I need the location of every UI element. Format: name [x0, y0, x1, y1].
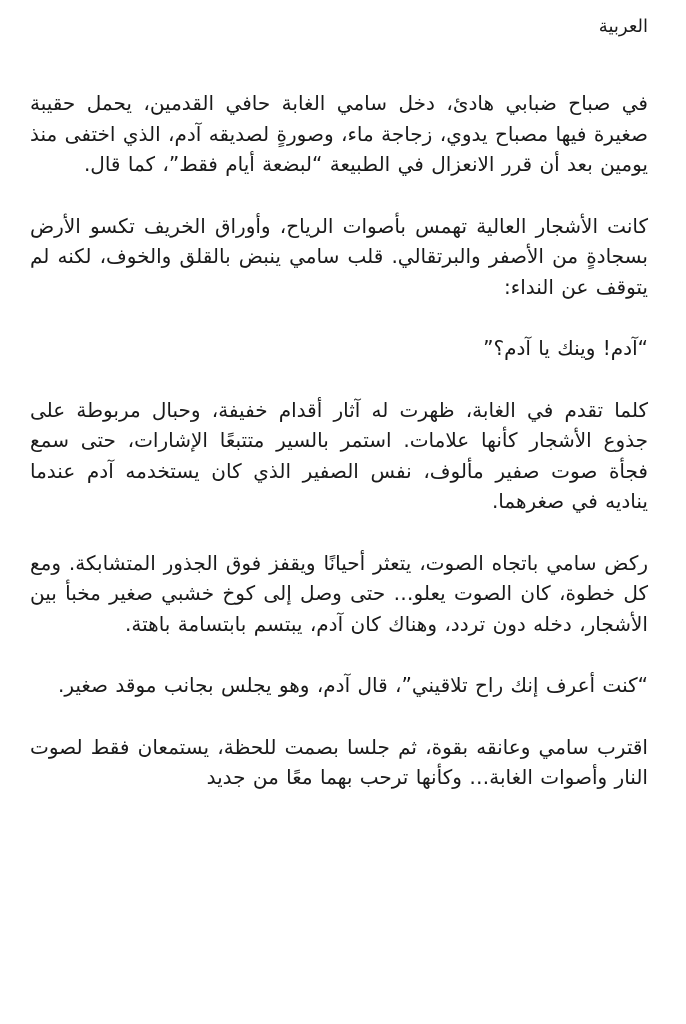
paragraph-7: اقترب سامي وعانقه بقوة، ثم جلسا بصمت للحظة، يستمعان فقط لصوت النار وأصوات الغابة… وكأنها ترحب بهما معًا من جديد: [30, 734, 648, 789]
paragraph-1: في صباح ضبابي هادئ، دخل سامي الغابة حافي القدمين، يحمل حقيبة صغيرة فيها مصباح يدوي، زجاجة ماء، وصورةٍ لصديقه آدم، الذي اختفى منذ يومين بعد أن قرر الانعزال في الطبيعة “لبضعة أيام فقط”، كما قال.: [30, 91, 648, 176]
paragraph-4: كلما تقدم في الغابة، ظهرت له آثار أقدام خفيفة، وحبال مربوطة على جذوع الأشجار كأنها علامات. استمر بالسير متتبعًا الإشارات، حتى سمع فجأة صوت صفير مألوف، نفس الصفير الذي كان يستخدمه آدم عندما يناديه في صغرهما.: [30, 397, 648, 513]
paragraph-3-dialogue: “آدم! وينك يا آدم؟”: [483, 336, 648, 360]
paragraph-6: “كنت أعرف إنك راح تلاقيني”، قال آدم، وهو يجلس بجانب موقد صغير.: [57, 673, 648, 697]
paragraph-5: ركض سامي باتجاه الصوت، يتعثر أحيانًا ويقفز فوق الجذور المتشابكة. ومع كل خطوة، كان الصوت يعلو… حتى وصل إلى كوخ خشبي صغير مخبأ بين الأشجار، دخله دون تردد، وهناك كان آدم، يبتسم بابتسامة باهتة.: [30, 550, 648, 636]
paragraph-2: كانت الأشجار العالية تهمس بأصوات الرياح، وأوراق الخريف تكسو الأرض بسجادةٍ من الأصفر والبرتقالي. قلب سامي ينبض بالقلق والخوف، لكنه لم يتوقف عن النداء:: [30, 213, 648, 299]
language-label: العربية: [598, 16, 648, 37]
